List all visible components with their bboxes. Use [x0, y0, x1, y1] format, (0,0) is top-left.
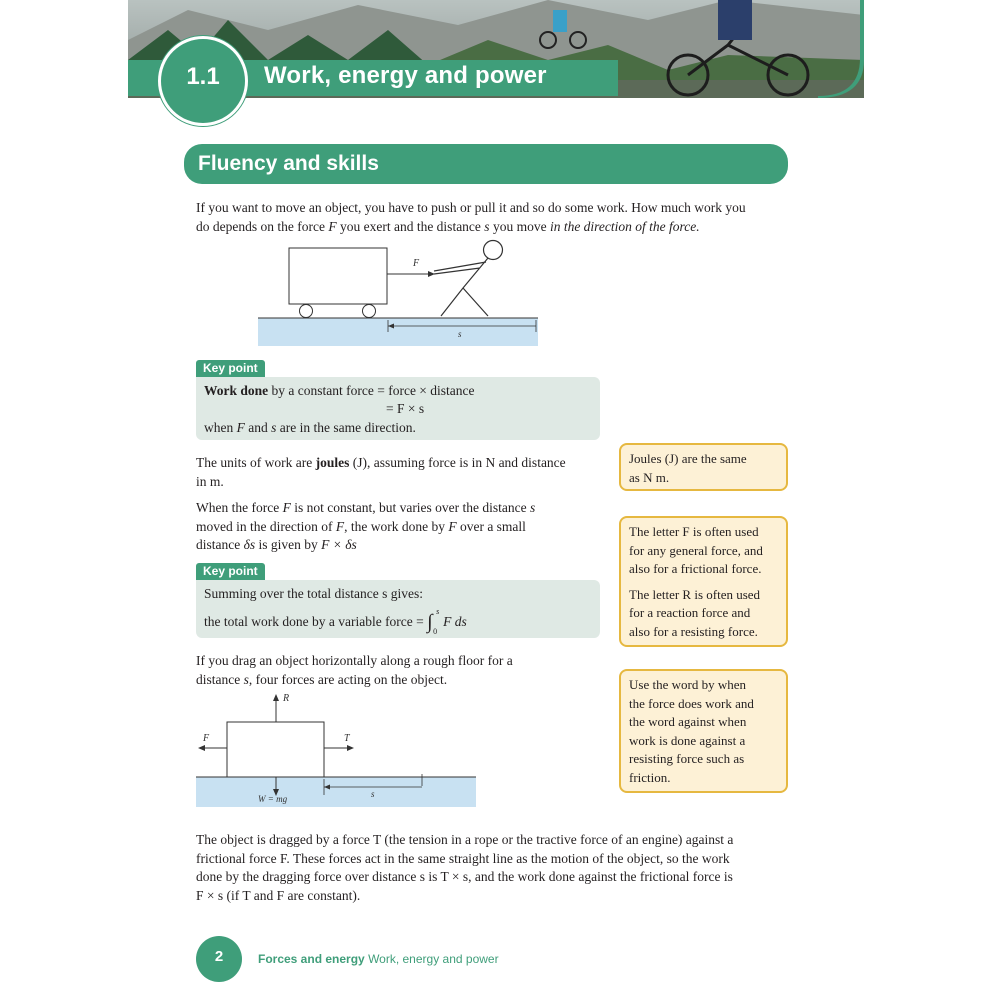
- weight-label: W = mg: [258, 794, 288, 804]
- key-point-box: [196, 580, 600, 638]
- note-line: for any general force, and: [629, 542, 763, 558]
- ground: [196, 777, 476, 807]
- intro-line-2: do depends on the force F you exert and the distance s you move in the direction of the force.: [196, 218, 700, 234]
- conclusion-line-3: done by the dragging force over distance s is T × s, and the work done against the frictional force is: [196, 869, 733, 885]
- note-line: for a reaction force and: [629, 605, 751, 621]
- key-point-line-3: when F and s are in the same direction.: [204, 420, 416, 435]
- note-by-against: [619, 669, 788, 793]
- section-number: 1.1: [186, 63, 220, 90]
- note-line: as N m.: [629, 469, 670, 485]
- footer-section: Work, energy and power: [368, 952, 499, 966]
- units-line-2: in m.: [196, 473, 224, 489]
- distance-label: s: [458, 329, 462, 339]
- variable-force-paragraph: [196, 499, 606, 555]
- note-line: the force does work and: [629, 695, 754, 711]
- tension-label: T: [344, 733, 350, 744]
- note-line: also for a resisting force.: [629, 623, 758, 639]
- distance-label: s: [371, 789, 375, 799]
- footer-running-title: [258, 952, 499, 966]
- pulling-diagram: [258, 238, 540, 348]
- conclusion-line-1: The object is dragged by a force T (the tension in a rope or the tractive force of an engine) against a: [196, 832, 734, 847]
- section-number-badge: [158, 36, 248, 126]
- key-point-line-1: Work done by a constant force = force × distance: [204, 383, 475, 398]
- note-line: The letter F is often used: [629, 524, 759, 539]
- footer-chapter: Forces and energy: [258, 952, 365, 966]
- key-point-tab: Key point: [196, 360, 265, 377]
- note-line: Joules (J) are the same: [629, 451, 747, 466]
- friction-label: F: [203, 733, 210, 744]
- reaction-label: R: [283, 693, 290, 704]
- drag-paragraph: [196, 652, 606, 689]
- conclusion-line-4: F × s (if T and F are constant).: [196, 887, 361, 903]
- key-point-line-2: = F × s: [386, 401, 425, 416]
- note-line: the word against when: [629, 714, 747, 730]
- forces-diagram: [196, 690, 478, 810]
- wheel: [300, 305, 313, 318]
- note-line: work is done against a: [629, 732, 746, 748]
- key-point-box: [196, 377, 600, 440]
- note-line: also for a frictional force.: [629, 561, 762, 577]
- drag-line-1: If you drag an object horizontally along a rough floor for a: [196, 653, 513, 668]
- key-point-line-2: the total work done by a variable force = ∫ s 0 F ds: [204, 607, 467, 636]
- variable-line-3: distance δs is given by F × δs: [196, 537, 357, 553]
- page-number-badge: [196, 936, 242, 982]
- note-line: Use the word by when: [629, 677, 746, 692]
- note-line: resisting force such as: [629, 751, 745, 767]
- key-point-tab: Key point: [196, 563, 265, 580]
- note-force-letters: [619, 516, 788, 647]
- variable-line-1: When the force F is not constant, but varies over the distance s: [196, 500, 536, 515]
- page-title: Work, energy and power: [264, 62, 547, 89]
- units-line-1: The units of work are joules (J), assuming force is in N and distance: [196, 455, 566, 470]
- drag-line-2: distance s, four forces are acting on the object.: [196, 671, 448, 687]
- integral-sign: ∫ s 0: [427, 607, 440, 636]
- ground: [258, 318, 538, 346]
- key-point-line-1: Summing over the total distance s gives:: [204, 586, 423, 601]
- force-label: F: [413, 258, 420, 269]
- variable-line-2: moved in the direction of F, the work done by F over a small: [196, 518, 526, 534]
- intro-line-1: If you want to move an object, you have to push or pull it and so do some work. How much work you: [196, 200, 746, 215]
- wheel: [363, 305, 376, 318]
- intro-paragraph: [196, 199, 796, 236]
- fluency-heading: Fluency and skills: [198, 152, 379, 175]
- note-joules: [619, 443, 788, 491]
- fluency-heading-bar: [184, 144, 788, 184]
- conclusion-paragraph: [196, 831, 796, 905]
- note-line: The letter R is often used: [629, 586, 761, 602]
- conclusion-line-2: frictional force F. These forces act in the same straight line as the motion of the object, so the work: [196, 850, 730, 866]
- person-head: [484, 241, 503, 260]
- units-paragraph: [196, 454, 606, 491]
- person-body: [434, 258, 488, 316]
- page-number: 2: [214, 948, 224, 965]
- note-line: friction.: [629, 769, 671, 785]
- object-box: [227, 722, 324, 777]
- box: [289, 248, 387, 304]
